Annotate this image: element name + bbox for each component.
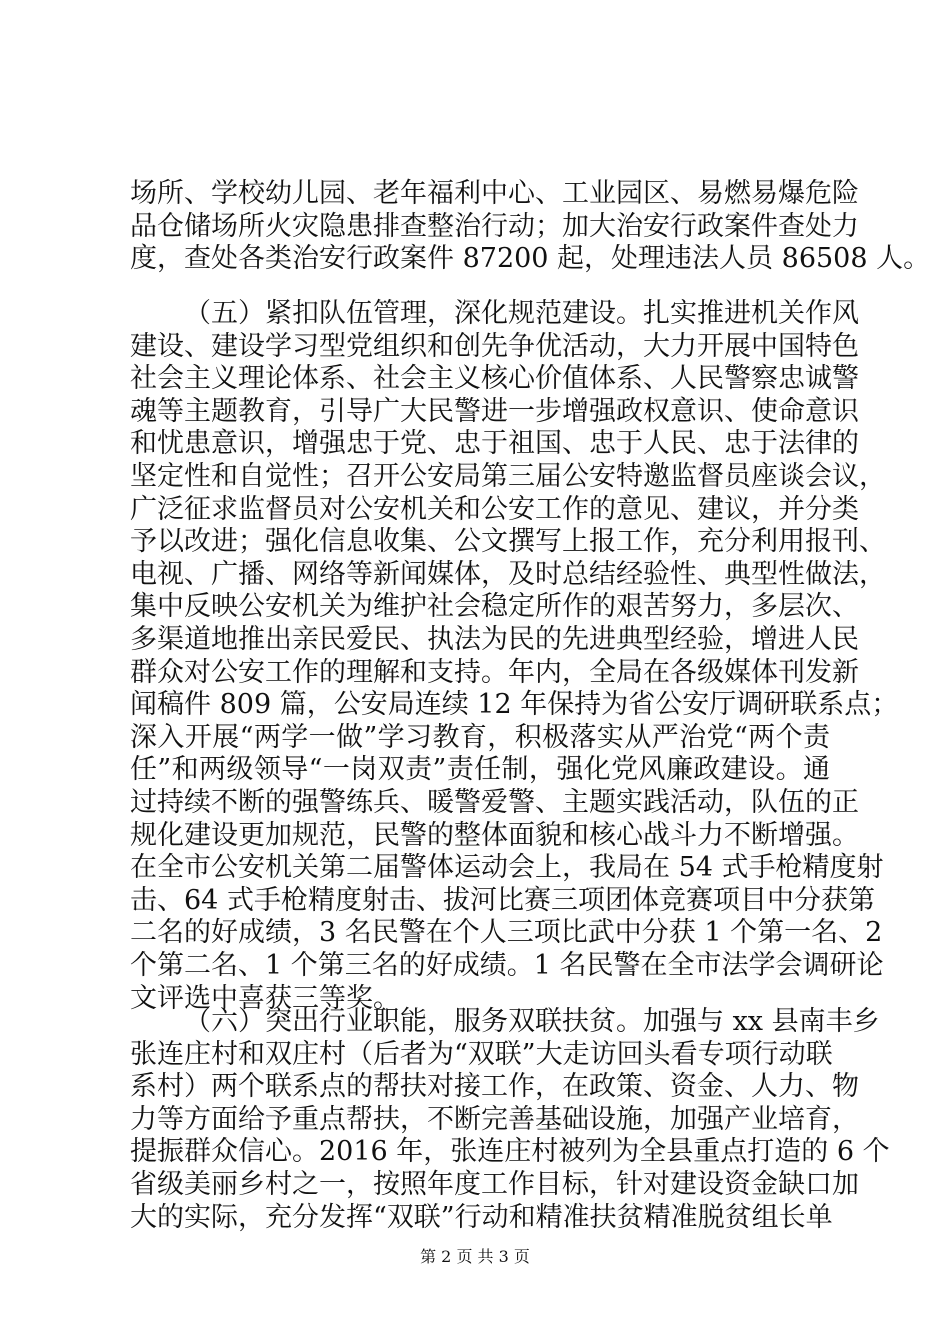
paragraph-line: 群众对公安工作的理解和支持。年内，全局在各级媒体刊发新 [130, 656, 859, 688]
paragraph-line: 张连庄村和双庄村（后者为“双联”大走访回头看专项行动联 [130, 1038, 833, 1070]
paragraph-line: 集中反映公安机关为维护社会稳定所作的艰苦努力，多层次、 [130, 591, 859, 623]
paragraph-line: 闻稿件 809 篇，公安局连续 12 年保持为省公安厅调研联系点； [130, 689, 899, 721]
paragraph-line: 魂等主题教育，引导广大民警进一步增强政权意识、使命意识 [130, 395, 859, 427]
paragraph-line: 任”和两级领导“一岗双责”责任制，强化党风廉政建设。通 [130, 754, 830, 786]
paragraph-line: 予以改进；强化信息收集、公文撰写上报工作，充分利用报刊、 [130, 526, 886, 558]
paragraph-line: （五）紧扣队伍管理，深化规范建设。扎实推进机关作风 [184, 298, 859, 329]
paragraph-line: 品仓储场所火灾隐患排查整治行动；加大治安行政案件查处力 [130, 210, 859, 242]
paragraph-line: 深入开展“两学一做”学习教育，积极落实从严治党“两个责 [130, 721, 830, 753]
paragraph-line: 文评选中喜获三等奖。 [130, 982, 400, 1014]
paragraph-line: 电视、广播、网络等新闻媒体，及时总结经验性、典型性做法， [130, 558, 886, 590]
paragraph-line: 二名的好成绩，3 名民警在个人三项比武中分获 1 个第一名、2 [130, 917, 883, 949]
paragraph-line: （六）突出行业职能，服务双联扶贫。加强与 xx 县南丰乡 [184, 1006, 880, 1037]
paragraph-line: 过持续不断的强警练兵、暖警爱警、主题实践活动，队伍的正 [130, 787, 859, 818]
paragraph-line: 社会主义理论体系、社会主义核心价值体系、人民警察忠诚警 [130, 363, 859, 395]
page-footer: 第 2 页 共 3 页 [420, 1247, 530, 1266]
paragraph-line: 大的实际，充分发挥“双联”行动和精准扶贫精准脱贫组长单 [130, 1201, 833, 1233]
paragraph-line: 省级美丽乡村之一，按照年度工作目标，针对建设资金缺口加 [130, 1169, 859, 1200]
paragraph-line: 多渠道地推出亲民爱民、执法为民的先进典型经验，增进人民 [130, 624, 859, 655]
paragraph-line: 建设、建设学习型党组织和创先争优活动，大力开展中国特色 [130, 330, 859, 362]
paragraph-line: 度，查处各类治安行政案件 87200 起，处理违法人员 86508 人。 [130, 243, 931, 274]
paragraph-line: 规化建设更加规范，民警的整体面貌和核心战斗力不断增强。 [130, 819, 859, 851]
paragraph-line: 力等方面给予重点帮扶，不断完善基础设施，加强产业培育， [130, 1103, 859, 1135]
paragraph-line: 坚定性和自觉性；召开公安局第三届公安特邀监督员座谈会议， [130, 461, 886, 492]
paragraph-line: 系村）两个联系点的帮扶对接工作，在政策、资金、人力、物 [130, 1071, 859, 1103]
paragraph-line: 提振群众信心。2016 年，张连庄村被列为全县重点打造的 6 个 [130, 1136, 890, 1168]
paragraph-line: 击、64 式手枪精度射击、拔河比赛三项团体竞赛项目中分获第 [130, 884, 875, 916]
paragraph-line: 场所、学校幼儿园、老年福利中心、工业园区、易燃易爆危险 [130, 178, 859, 209]
paragraph-line: 和忧患意识，增强忠于党、忠于祖国、忠于人民、忠于法律的 [130, 428, 859, 460]
paragraph-line: 在全市公安机关第二届警体运动会上，我局在 54 式手枪精度射 [130, 852, 884, 884]
paragraph-line: 广泛征求监督员对公安机关和公安工作的意见、建议，并分类 [130, 493, 859, 525]
paragraph-line: 个第二名、1 个第三名的好成绩。1 名民警在全市法学会调研论 [130, 950, 884, 981]
